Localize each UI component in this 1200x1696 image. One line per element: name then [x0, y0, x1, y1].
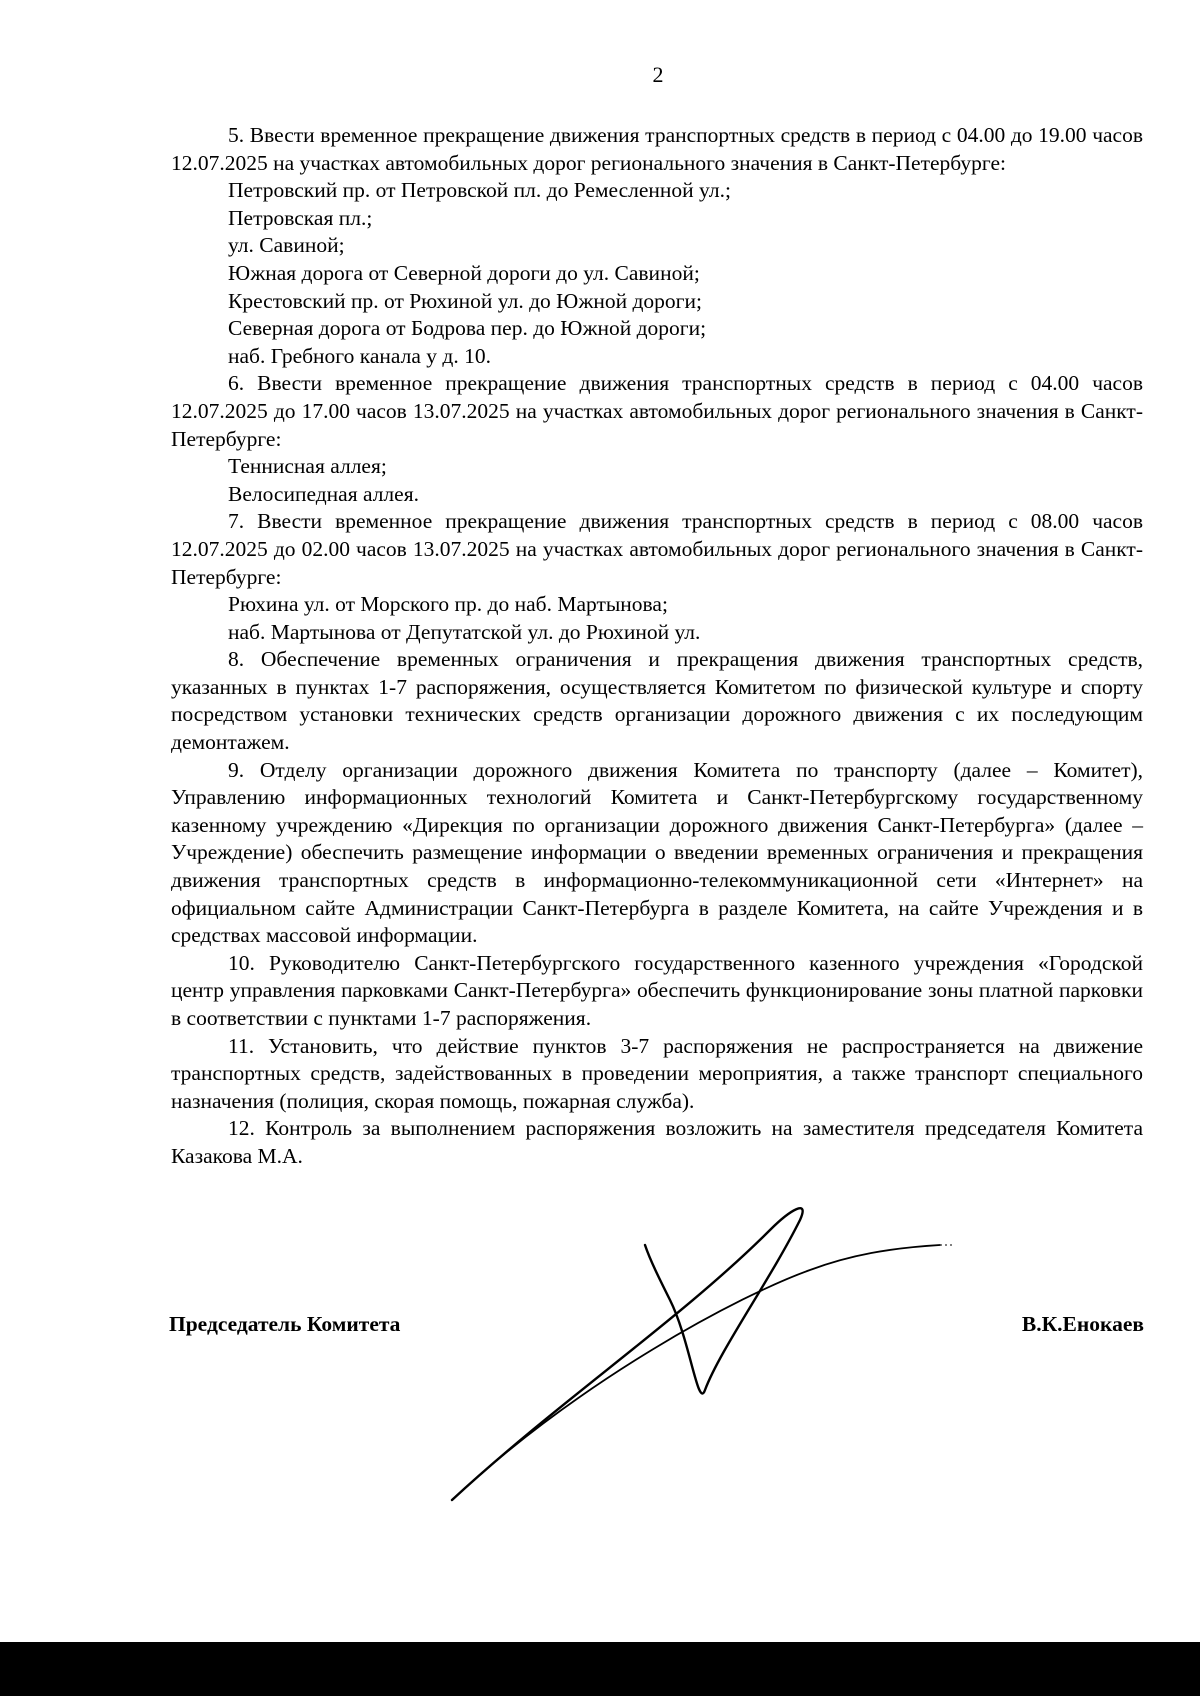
section-11: 11. Установить, что действие пунктов 3-7 распоряжения не распространяется на движение транспортных средств, задействованных в проведении мероприятия, а также транспорт специального назначения (полиция, скорая помощь, пожарная служба). [171, 1033, 1143, 1113]
section-6-item: Теннисная аллея; [228, 454, 387, 479]
section-5-item: Северная дорога от Бодрова пер. до Южной дороги; [228, 316, 707, 341]
page-number: 2 [652, 62, 664, 87]
section-12: 12. Контроль за выполнением распоряжения возложить на заместителя председателя Комитета Казакова М.А. [171, 1116, 1143, 1168]
section-10: 10. Руководителю Санкт-Петербургского государственного казенного учреждения «Городской центр управления парковками Санкт-Петербурга» обеспечить функционирование зоны платной парковки в соответствии с пунктами 1-7 распоряжения. [171, 950, 1143, 1030]
section-9: 9. Отделу организации дорожного движения Комитета по транспорту (далее – Комитет), Управлению информационных технологий Комитета и Санкт-Петербургскому государственному казенному учреждению «Дирекция по организации дорожного движения Санкт-Петербурга» (далее – Учреждение) обеспечить размещение информации о введении временных ограничения и прекращения движения транспортных средств в информационно-телекоммуникационной сети «Интернет» на официальном сайте Администрации Санкт-Петербурга в разделе Комитета, на сайте Учреждения и в средствах массовой информации. [171, 757, 1143, 948]
section-7: 7. Ввести временное прекращение движения транспортных средств в период с 08.00 часов 12.07.2025 до 02.00 часов 13.07.2025 на участках автомобильных дорог регионального значения в Санкт-Петербурге: [171, 509, 1143, 589]
signatory-title: Председатель Комитета [169, 1312, 401, 1336]
section-8: 8. Обеспечение временных ограничения и прекращения движения транспортных средств, указанных в пунктах 1-7 распоряжения, осуществляется Комитетом по физической культуре и спорту посредством установки технических средств организации дорожного движения с их последующим демонтажем. [171, 647, 1143, 755]
document-body [171, 122, 1143, 1171]
section-5-item: наб. Гребного канала у д. 10. [228, 343, 491, 368]
section-6-item: Велосипедная аллея. [228, 481, 419, 506]
handwritten-signature [440, 1200, 960, 1520]
section-5-item: Петровская пл.; [228, 205, 373, 230]
section-5-item: Южная дорога от Северной дороги до ул. Савиной; [228, 260, 700, 285]
section-5: 5. Ввести временное прекращение движения транспортных средств в период с 04.00 до 19.00 часов 12.07.2025 на участках автомобильных дорог регионального значения в Санкт-Петербурге: [171, 123, 1143, 175]
section-7-item: наб. Мартынова от Депутатской ул. до Рюхиной ул. [228, 619, 701, 644]
section-7-item: Рюхина ул. от Морского пр. до наб. Мартынова; [228, 592, 668, 617]
section-5-item: Петровский пр. от Петровской пл. до Ремесленной ул.; [228, 178, 731, 203]
scan-bottom-border [0, 1642, 1200, 1696]
section-5-item: ул. Савиной; [228, 233, 345, 258]
section-6: 6. Ввести временное прекращение движения транспортных средств в период с 04.00 часов 12.07.2025 до 17.00 часов 13.07.2025 на участках автомобильных дорог регионального значения в Санкт-Петербурге: [171, 371, 1143, 451]
section-5-item: Крестовский пр. от Рюхиной ул. до Южной дороги; [228, 288, 702, 313]
signatory-name: В.К.Енокаев [1021, 1312, 1144, 1336]
